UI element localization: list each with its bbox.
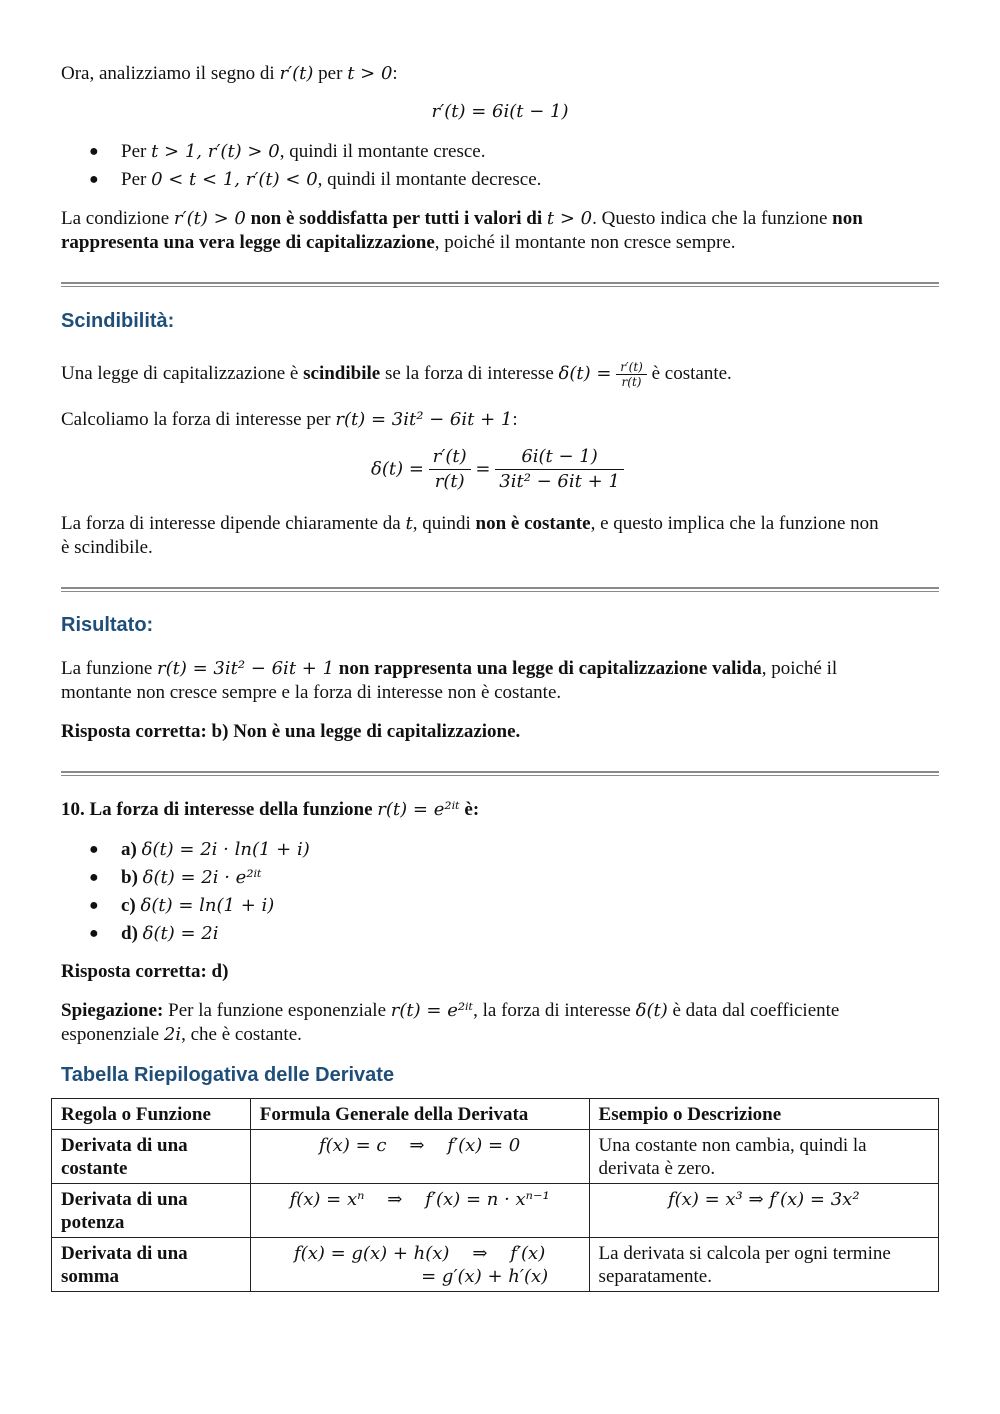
formula-line-2: = g′(x) + h′(x) [421, 1266, 549, 1287]
section-heading-risultato: Risultato: [61, 614, 154, 636]
table-row [52, 1184, 939, 1238]
table-row [52, 1238, 939, 1292]
conclusion-bold: rappresenta una vera legge di capitalizzazione [61, 232, 435, 253]
dep-text: , quindi [412, 513, 476, 534]
fraction-denominator: 3it² − 6it + 1 [495, 469, 624, 494]
fraction-denominator: r(t) [429, 469, 471, 494]
table-cell-desc: Una costante non cambia, quindi la derivata è zero. [589, 1130, 938, 1184]
eq-fraction-1 [429, 445, 471, 494]
bullet-dot: ● [89, 841, 99, 858]
question-10-explanation [61, 999, 939, 1047]
option-label: d) [121, 923, 138, 944]
bullet-dot: ● [89, 897, 99, 914]
horizontal-divider [61, 771, 939, 776]
dep-bold: non è costante [475, 513, 591, 534]
result-text: montante non cresce sempre e la forza di interesse non è costante. [61, 682, 562, 703]
table-cell-desc: La derivata si calcola per ogni termine separatamente. [589, 1238, 938, 1292]
option-d [121, 922, 219, 946]
table-cell-formula: f(x) = xⁿ ⇒ f′(x) = n · xⁿ⁻¹ [250, 1184, 589, 1238]
question-10-title [61, 798, 479, 822]
table-row [52, 1130, 939, 1184]
inline-fraction [616, 360, 647, 389]
conclusion-math: r′(t) > 0 [173, 208, 246, 229]
explanation-text: Per la funzione esponenziale [163, 1000, 391, 1021]
calc-math: r(t) = 3it² − 6it + 1 [335, 409, 513, 430]
dep-math: t [405, 513, 413, 534]
force-of-interest-equation [371, 445, 624, 494]
result-text: La funzione [61, 658, 158, 679]
result-math: r(t) = 3it² − 6it + 1 [157, 658, 335, 679]
option-label: a) [121, 839, 137, 860]
intro-text: Ora, analizziamo il segno di [61, 63, 275, 84]
table-cell-formula: f(x) = c ⇒ f′(x) = 0 [250, 1130, 589, 1184]
result-text: , poiché il [761, 658, 838, 679]
question-text: è: [459, 799, 480, 820]
intro-end: : [392, 63, 398, 84]
bullet-dot: ● [89, 869, 99, 886]
fraction-numerator: 6i(t − 1) [521, 446, 598, 467]
bullet-cond: t > 1, r′(t) > 0 [151, 141, 280, 162]
explanation-text: è data dal coefficiente [667, 1000, 840, 1021]
section-heading-scindibilita: Scindibilità: [61, 310, 175, 332]
intro-expr: r′(t) [279, 63, 314, 84]
explanation-math: δ(t) [635, 1000, 668, 1021]
option-b [121, 866, 262, 890]
conclusion-paragraph [61, 207, 939, 255]
option-c [121, 894, 274, 918]
formula-line-1: f(x) = g(x) + h(x) ⇒ f′(x) [294, 1243, 546, 1264]
definition-text: se la forza di interesse [380, 362, 559, 384]
conclusion-math: t > 0 [546, 208, 593, 229]
eq-fraction-2 [495, 445, 624, 494]
definition-text: è costante. [646, 362, 732, 384]
option-label: b) [121, 867, 138, 888]
eq-equals: = [475, 458, 491, 480]
intro-cond: t > 0 [347, 63, 393, 84]
explanation-text: , che è costante. [181, 1024, 302, 1045]
intro-mid: per [318, 63, 343, 84]
option-expr: δ(t) = 2i [142, 923, 219, 944]
calc-text: : [512, 409, 518, 430]
bullet-post: , quindi il montante cresce. [279, 141, 486, 162]
result-answer: Risposta corretta: b) Non è una legge di capitalizzazione. [61, 721, 521, 742]
conclusion-bold: non è soddisfatta per tutti i valori di [245, 208, 547, 229]
explanation-text: esponenziale [61, 1024, 164, 1045]
table-cell-rule: Derivata di una potenza [52, 1184, 251, 1238]
fraction-denominator: r(t) [616, 374, 647, 389]
scindibilita-definition [61, 360, 732, 389]
bullet-item [121, 168, 541, 192]
question-math: r(t) = e²ⁱᵗ [377, 799, 460, 820]
conclusion-bold: non [832, 208, 863, 229]
dep-text: La forza di interesse dipende chiaramente da [61, 513, 406, 534]
definition-text: Una legge di capitalizzazione è [61, 362, 304, 384]
calcoliamo-line [61, 408, 518, 432]
equation-derivative: r′(t) = 6i(t − 1) [431, 101, 569, 122]
conclusion-text: , poiché il montante non cresce sempre. [434, 232, 736, 253]
table-header: Formula Generale della Derivata [250, 1099, 589, 1130]
definition-bold: scindibile [303, 362, 381, 384]
bullet-dot: ● [89, 925, 99, 942]
eq-lhs: δ(t) = [371, 458, 424, 480]
result-paragraph [61, 657, 939, 705]
bullet-dot: ● [89, 143, 99, 160]
explanation-math: r(t) = e²ⁱᵗ [390, 1000, 474, 1021]
horizontal-divider [61, 587, 939, 592]
option-a [121, 838, 310, 862]
bullet-item [121, 140, 485, 164]
table-header: Esempio o Descrizione [589, 1099, 938, 1130]
table-header: Regola o Funzione [52, 1099, 251, 1130]
derivatives-table [51, 1098, 939, 1292]
bullet-dot: ● [89, 171, 99, 188]
intro-line [61, 62, 398, 86]
table-title: Tabella Riepilogativa delle Derivate [61, 1064, 395, 1086]
table-cell-formula [250, 1238, 589, 1292]
table-cell-rule: Derivata di una somma [52, 1238, 251, 1292]
option-label: c) [121, 895, 136, 916]
explanation-label: Spiegazione: [61, 1000, 164, 1021]
option-expr: δ(t) = ln(1 + i) [140, 895, 275, 916]
fraction-numerator: r′(t) [620, 360, 643, 374]
bullet-cond: 0 < t < 1, r′(t) < 0 [151, 169, 318, 190]
result-bold: non rappresenta una legge di capitalizzazione valida [334, 658, 762, 679]
conclusion-text: La condizione [61, 208, 174, 229]
conclusion-text: . Questo indica che la funzione [592, 208, 833, 229]
question-10-answer: Risposta corretta: d) [61, 961, 229, 982]
table-cell-desc: f(x) = x³ ⇒ f′(x) = 3x² [589, 1184, 938, 1238]
bullet-post: , quindi il montante decresce. [317, 169, 542, 190]
horizontal-divider [61, 282, 939, 287]
explanation-math: 2i [163, 1024, 182, 1045]
table-cell-rule: Derivata di una costante [52, 1130, 251, 1184]
calc-text: Calcoliamo la forza di interesse per [61, 409, 336, 430]
dependence-paragraph [61, 512, 939, 560]
option-expr: δ(t) = 2i · ln(1 + i) [141, 839, 310, 860]
bullet-pre: Per [121, 141, 152, 162]
explanation-text: , la forza di interesse [473, 1000, 636, 1021]
question-text: 10. La forza di interesse della funzione [61, 799, 378, 820]
table-header-row [52, 1099, 939, 1130]
option-expr: δ(t) = 2i · e²ⁱᵗ [142, 867, 262, 888]
dep-text: , e questo implica che la funzione non [590, 513, 879, 534]
fraction-numerator: r′(t) [432, 446, 467, 467]
definition-math: δ(t) = [558, 362, 612, 384]
bullet-pre: Per [121, 169, 152, 190]
dep-text: è scindibile. [61, 537, 153, 558]
